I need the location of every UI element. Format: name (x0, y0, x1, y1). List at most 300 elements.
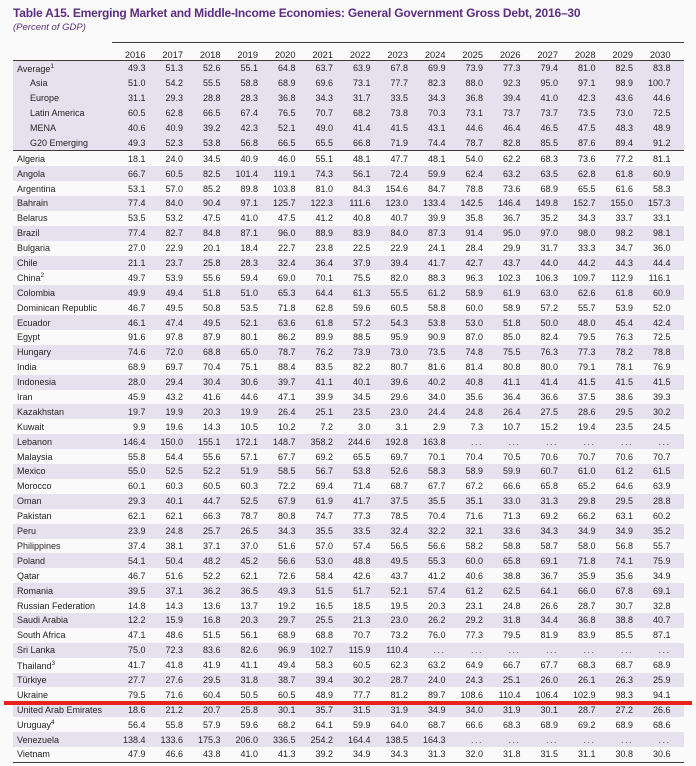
value-cell: 77.2 (615, 153, 633, 164)
value-cell: 67.4 (240, 108, 258, 119)
row-label: Europe (30, 93, 60, 104)
value-cell: 111.6 (349, 198, 371, 209)
value-cell: 70.7 (352, 630, 371, 641)
value-cell: 71.6 (465, 511, 483, 522)
ukraine-highlight-line (4, 701, 692, 705)
value-cell: 72.3 (165, 645, 183, 656)
table-row (13, 539, 684, 554)
value-cell: 70.4 (465, 451, 483, 462)
value-cell: 30.7 (615, 600, 633, 611)
value-cell: 102.7 (310, 645, 333, 656)
value-cell: 58.3 (315, 660, 333, 671)
value-cell: 89.4 (615, 137, 633, 148)
row-spacer (671, 404, 685, 419)
value-cell: 29.6 (390, 392, 408, 403)
value-cell: 76.5 (277, 108, 296, 119)
value-cell: 43.8 (202, 749, 221, 760)
value-cell: 23.7 (165, 258, 183, 269)
value-cell: 67.8 (390, 63, 408, 74)
value-cell: 49.4 (165, 287, 183, 298)
value-cell: 58.3 (427, 466, 446, 477)
value-cell: 73.7 (502, 108, 521, 119)
value-cell: 47.1 (127, 630, 146, 641)
value-cell: 83.9 (352, 228, 371, 239)
value-cell: 31.7 (540, 243, 558, 254)
value-cell: 58.3 (652, 183, 671, 194)
value-cell: 75.0 (127, 645, 146, 656)
value-cell: 51.5 (202, 630, 221, 641)
value-cell: 61.8 (615, 168, 633, 179)
value-cell: 81.6 (427, 362, 446, 373)
value-cell: 25.7 (202, 526, 221, 537)
value-cell: 97.0 (540, 228, 558, 239)
value-cell: 13.6 (202, 600, 221, 611)
value-cell: 52.2 (202, 570, 221, 581)
value-cell: 51.0 (240, 287, 258, 298)
row-label: Argentina (17, 183, 56, 194)
value-cell: 52.1 (390, 585, 408, 596)
value-cell: 31.8 (502, 615, 521, 626)
value-cell: 100.7 (647, 78, 671, 89)
row-label: Average$^1$ (17, 62, 54, 74)
value-cell: 44.0 (540, 258, 558, 269)
value-cell: 43.2 (165, 392, 183, 403)
value-cell: 29.4 (165, 377, 183, 388)
row-spacer (671, 613, 685, 628)
value-cell: 42.6 (352, 570, 371, 581)
value-cell: 69.4 (315, 481, 333, 492)
year-column-header: 2029 (612, 50, 633, 60)
row-spacer (671, 61, 685, 76)
value-cell: 59.9 (502, 466, 521, 477)
value-cell: 41.3 (277, 749, 296, 760)
row-spacer (671, 345, 685, 360)
table-row (13, 300, 684, 315)
value-cell: 95.0 (502, 228, 521, 239)
row-spacer (671, 658, 685, 673)
value-cell: 24.1 (427, 243, 446, 254)
value-cell: 115.9 (348, 645, 371, 656)
value-cell: 68.9 (540, 719, 558, 730)
value-cell: 67.7 (277, 451, 296, 462)
row-label: Sri Lanka (17, 645, 56, 656)
row-spacer (671, 181, 685, 196)
value-cell: 26.0 (540, 674, 558, 685)
value-cell: 63.2 (427, 660, 446, 671)
value-cell: 62.2 (502, 153, 521, 164)
value-cell: 60.2 (652, 511, 671, 522)
value-cell: 62.8 (315, 302, 333, 313)
value-cell: 60.5 (127, 108, 146, 119)
value-cell: 66.5 (202, 108, 221, 119)
value-cell: 55.3 (427, 555, 446, 566)
row-label: India (17, 362, 37, 373)
value-cell: 46.0 (277, 153, 296, 164)
value-cell: 90.9 (427, 332, 446, 343)
value-cell: 27.2 (615, 704, 633, 715)
row-spacer (671, 166, 685, 181)
value-cell: 32.8 (652, 600, 671, 611)
table-row (13, 360, 684, 375)
value-cell: 51.5 (315, 585, 333, 596)
row-label: G20 Emerging (30, 137, 89, 148)
value-cell: 34.9 (615, 526, 633, 537)
value-cell: 38.7 (277, 674, 296, 685)
value-cell: 49.3 (127, 63, 146, 74)
value-cell: 58.2 (465, 540, 483, 551)
table-row (13, 583, 684, 598)
value-cell: 172.1 (235, 436, 258, 447)
value-cell: 23.0 (390, 615, 408, 626)
value-cell: 34.7 (615, 243, 633, 254)
value-cell: 88.4 (277, 362, 296, 373)
value-cell: 68.7 (390, 481, 408, 492)
value-cell: 63.6 (277, 317, 296, 328)
value-cell: 88.5 (352, 332, 371, 343)
value-cell: 74.7 (315, 511, 333, 522)
value-cell: 28.4 (465, 243, 483, 254)
value-cell: 25.1 (315, 406, 333, 417)
value-cell: 73.6 (577, 153, 596, 164)
value-cell: 68.8 (202, 347, 221, 358)
value-cell: 73.9 (465, 63, 483, 74)
value-cell: 41.0 (240, 213, 258, 224)
row-label: Kuwait (17, 421, 45, 432)
value-cell: 69.2 (540, 511, 558, 522)
value-cell: 36.8 (577, 615, 596, 626)
value-cell: 58.0 (577, 540, 596, 551)
row-label: Bahrain (17, 198, 49, 209)
row-label: Belarus (17, 213, 48, 224)
value-cell: 31.7 (352, 93, 371, 104)
value-cell: 44.4 (652, 258, 671, 269)
table-row (13, 345, 684, 360)
year-column-header: 2027 (537, 50, 558, 60)
value-cell: 28.0 (127, 377, 146, 388)
value-cell: 119.1 (273, 168, 296, 179)
value-cell: 74.8 (465, 347, 483, 358)
year-column-header: 2022 (349, 50, 371, 60)
value-cell: 54.4 (165, 451, 183, 462)
row-spacer (671, 106, 685, 121)
value-cell: 70.1 (315, 272, 333, 283)
value-cell: 21.2 (165, 704, 183, 715)
value-cell: 73.5 (577, 108, 596, 119)
value-cell: 65.8 (540, 481, 558, 492)
value-cell: 64.4 (315, 287, 333, 298)
value-cell: 41.7 (127, 660, 146, 671)
value-cell: 57.1 (240, 451, 258, 462)
row-label: Poland (17, 555, 46, 566)
value-cell: 75.9 (652, 555, 671, 566)
value-cell: 51.8 (502, 317, 521, 328)
table-row (13, 151, 684, 166)
row-spacer (671, 91, 685, 106)
row-spacer (671, 539, 685, 554)
value-cell: 58.4 (315, 570, 333, 581)
value-cell: ... (658, 436, 671, 447)
value-cell: 45.9 (127, 392, 146, 403)
value-cell: 55.7 (652, 540, 671, 551)
value-cell: 38.6 (615, 392, 633, 403)
value-cell: 87.9 (202, 332, 221, 343)
value-cell: 133.4 (422, 198, 446, 209)
row-label: Ecuador (17, 317, 51, 328)
value-cell: 68.6 (652, 719, 671, 730)
value-cell: 175.3 (197, 734, 221, 745)
value-cell: 63.0 (540, 287, 558, 298)
value-cell: 68.9 (127, 362, 146, 373)
year-column-header: 2021 (312, 50, 333, 60)
value-cell: 55.8 (165, 719, 183, 730)
value-cell: 66.6 (465, 719, 483, 730)
table-row (13, 479, 684, 494)
value-cell: 76.3 (615, 332, 633, 343)
value-cell: 37.9 (352, 258, 371, 269)
value-cell: 60.4 (202, 689, 221, 700)
value-cell: 60.9 (652, 287, 671, 298)
value-cell: 98.2 (615, 228, 633, 239)
value-cell: 86.2 (277, 332, 296, 343)
value-cell: 82.3 (427, 78, 446, 89)
row-spacer (671, 315, 685, 330)
row-spacer (671, 270, 685, 285)
value-cell: 58.9 (465, 287, 483, 298)
value-cell: 66.2 (577, 511, 596, 522)
value-cell: 25.1 (502, 674, 521, 685)
value-cell: 20.3 (427, 600, 446, 611)
value-cell: 98.1 (652, 228, 671, 239)
row-label: Asia (30, 78, 48, 89)
value-cell: 88.0 (465, 78, 483, 89)
value-cell: 52.2 (202, 466, 221, 477)
value-cell: 24.8 (465, 406, 483, 417)
table-row (13, 211, 684, 226)
value-cell: 82.0 (390, 272, 408, 283)
value-cell: 49.5 (390, 555, 408, 566)
value-cell: 31.5 (352, 704, 371, 715)
value-cell: 59.9 (352, 719, 371, 730)
value-cell: 67.7 (427, 481, 446, 492)
value-cell: 73.8 (390, 108, 408, 119)
value-cell: 21.1 (127, 258, 146, 269)
value-cell: 77.4 (127, 228, 146, 239)
value-cell: 72.6 (277, 570, 296, 581)
value-cell: 45.2 (240, 555, 258, 566)
value-cell: 33.1 (652, 213, 671, 224)
row-spacer (671, 553, 685, 568)
table-row (13, 613, 684, 628)
value-cell: 53.1 (127, 183, 146, 194)
value-cell: 26.5 (240, 526, 258, 537)
value-cell: 70.4 (427, 511, 446, 522)
row-spacer (671, 673, 685, 688)
value-cell: 68.9 (540, 183, 558, 194)
value-cell: ... (583, 645, 596, 656)
value-cell: 66.7 (502, 660, 521, 671)
value-cell: 14.3 (202, 421, 221, 432)
value-cell: 53.8 (202, 137, 221, 148)
value-cell: 43.6 (615, 93, 633, 104)
value-cell: 42.3 (240, 123, 258, 133)
value-cell: 32.4 (390, 526, 408, 537)
value-cell: 36.8 (465, 93, 483, 104)
value-cell: 41.5 (615, 377, 633, 388)
value-cell: 56.6 (277, 555, 296, 566)
value-cell: 70.7 (652, 451, 671, 462)
value-cell: 52.1 (277, 123, 296, 133)
value-cell: 51.8 (202, 287, 221, 298)
value-cell: 88.3 (427, 272, 446, 283)
value-cell: 70.6 (615, 451, 633, 462)
value-cell: 82.5 (202, 168, 221, 179)
value-cell: 109.7 (572, 272, 596, 283)
value-cell: 83.6 (202, 645, 221, 656)
value-cell: 77.3 (465, 630, 483, 641)
value-cell: 41.9 (202, 660, 221, 671)
value-cell: 59.6 (240, 719, 258, 730)
value-cell: 69.1 (540, 555, 558, 566)
table-row (13, 256, 684, 271)
value-cell: 40.8 (352, 213, 371, 224)
value-cell: 23.5 (352, 406, 371, 417)
value-cell: 33.6 (502, 526, 521, 537)
value-cell: 68.9 (277, 630, 296, 641)
value-cell: 24.5 (652, 421, 671, 432)
value-cell: 42.3 (577, 93, 596, 104)
value-cell: 30.4 (202, 377, 221, 388)
table-row (13, 717, 684, 732)
value-cell: 35.5 (427, 496, 446, 507)
year-column-header: 2017 (162, 50, 183, 60)
value-cell: 82.7 (165, 228, 183, 239)
value-cell: 19.7 (127, 406, 146, 417)
value-cell: 71.3 (502, 511, 521, 522)
value-cell: 41.1 (315, 377, 333, 388)
year-column-header: 2018 (199, 50, 221, 60)
value-cell: 77.3 (502, 63, 521, 74)
value-cell: 78.5 (390, 511, 408, 522)
value-cell: 55.5 (202, 78, 221, 89)
value-cell: 58.8 (427, 302, 446, 313)
value-cell: 38.8 (615, 615, 633, 626)
value-cell: 7.2 (320, 421, 333, 432)
value-cell: 39.4 (315, 674, 333, 685)
value-cell: 98.0 (577, 228, 596, 239)
value-cell: 30.1 (277, 704, 296, 715)
value-cell: 142.5 (460, 198, 483, 209)
value-cell: 68.7 (427, 719, 446, 730)
row-spacer (671, 285, 685, 300)
value-cell: 30.6 (240, 377, 258, 388)
value-cell: 21.3 (352, 615, 371, 626)
row-label: Türkiye (17, 674, 47, 685)
row-spacer (671, 151, 685, 166)
value-cell: 37.5 (577, 392, 596, 403)
row-spacer (671, 76, 685, 91)
value-cell: 63.5 (540, 168, 558, 179)
table-row (13, 658, 684, 673)
value-cell: 60.1 (127, 481, 146, 492)
value-cell: 43.7 (502, 258, 521, 269)
value-cell: 22.9 (165, 243, 183, 254)
value-cell: 31.3 (427, 749, 446, 760)
value-cell: 77.4 (127, 198, 146, 209)
value-cell: 37.5 (390, 496, 408, 507)
table-row (13, 61, 684, 76)
row-label: Bulgaria (17, 243, 51, 254)
value-cell: 52.3 (165, 137, 183, 148)
table-row (13, 270, 684, 285)
value-cell: 51.6 (165, 570, 183, 581)
value-cell: 13.7 (240, 600, 258, 611)
value-cell: 44.6 (240, 392, 258, 403)
value-cell: 76.3 (540, 347, 558, 358)
value-cell: 79.1 (577, 362, 596, 373)
row-label: Brazil (17, 228, 40, 239)
value-cell: 73.0 (615, 108, 633, 119)
value-cell: 97.1 (240, 198, 258, 209)
value-cell: 41.2 (427, 570, 446, 581)
value-cell: 40.6 (465, 570, 483, 581)
value-cell: 49.3 (277, 585, 296, 596)
value-cell: 34.5 (352, 392, 371, 403)
row-spacer (671, 330, 685, 345)
value-cell: 54.2 (165, 78, 183, 89)
value-cell: 73.0 (390, 347, 408, 358)
value-cell: 47.5 (277, 213, 296, 224)
value-cell: 152.7 (572, 198, 596, 209)
value-cell: 78.1 (615, 362, 633, 373)
value-cell: 67.7 (540, 660, 558, 671)
value-cell: 110.4 (498, 689, 521, 700)
value-cell: 30.2 (352, 674, 371, 685)
value-cell: 72.4 (390, 168, 408, 179)
value-cell: 33.5 (390, 93, 408, 104)
value-cell: 75.5 (352, 272, 371, 283)
value-cell: 84.0 (390, 228, 408, 239)
value-cell: 28.7 (390, 674, 408, 685)
row-label: Ukraine (17, 689, 49, 700)
value-cell: 64.1 (315, 719, 333, 730)
value-cell: 52.6 (390, 466, 408, 477)
value-cell: 81.2 (390, 689, 408, 700)
value-cell: 78.2 (615, 347, 633, 358)
footnote-marker: 2 (40, 272, 45, 280)
value-cell: 29.5 (202, 674, 221, 685)
row-label: Vietnam (17, 749, 50, 760)
value-cell: 44.6 (652, 93, 671, 104)
value-cell: 53.9 (165, 272, 183, 283)
value-cell: 25.8 (240, 704, 258, 715)
table-row (13, 419, 684, 434)
value-cell: 41.7 (352, 496, 371, 507)
value-cell: 46.4 (502, 123, 521, 133)
value-cell: 35.9 (577, 570, 596, 581)
value-cell: 68.9 (615, 719, 633, 730)
row-label: Saudi Arabia (17, 615, 69, 626)
value-cell: 27.7 (127, 674, 146, 685)
value-cell: 63.2 (502, 168, 521, 179)
value-cell: 47.7 (390, 153, 408, 164)
value-cell: 36.6 (540, 392, 558, 403)
value-cell: 46.5 (540, 123, 558, 133)
value-cell: 97.1 (577, 78, 596, 89)
value-cell: 34.4 (540, 615, 558, 626)
table-row (13, 91, 684, 106)
value-cell: 32.2 (427, 526, 446, 537)
row-spacer (671, 628, 685, 643)
